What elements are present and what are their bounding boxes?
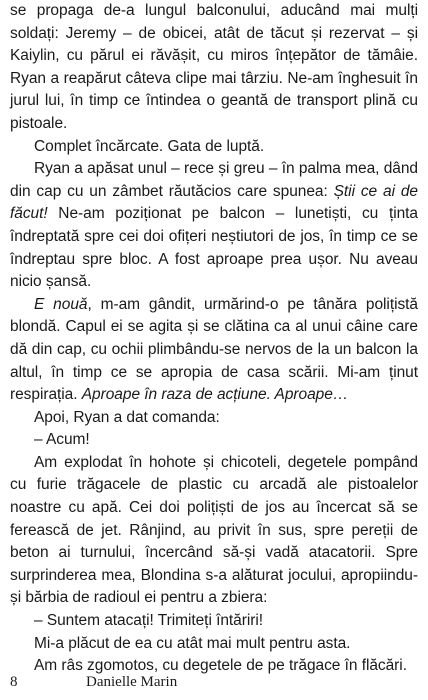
text-run: se propaga de-a lungul balconului, aducând mai mulți soldați: Jeremy – de obicei, atât de tăcut și rezervat – și Kaiylin, cu părul ei răvășit, cu miros înțepător de tămâie. Ryan a reapărut câteva clipe mai târziu. Ne-am înghesuit în jurul lui, în timp ce întindea o geantă de transport plină cu pistoale.	[10, 2, 418, 132]
italic-text: E nouă	[34, 295, 88, 313]
paragraph	[10, 610, 418, 633]
text-run: – Suntem atacați! Trimiteți întăriri!	[34, 612, 264, 630]
paragraph	[10, 633, 418, 656]
paragraph	[10, 158, 418, 294]
text-run: Ne-am poziționat pe balcon – lunetiști, cu ținta îndreptată spre cei doi ofițeri neștiutori de jos, în timp ce se îndreptau spre bloc. A fost aproape prea ușor. Nu aveau nicio șansă.	[10, 205, 418, 291]
text-run: – Acum!	[34, 431, 90, 449]
text-run: Am explodat în hohote și chicoteli, degetele pompând cu furie trăgacele de plastic cu arcadă ale pistoalelor noastre cu apă. Cei doi polițiști de jos au încercat să se ferească de jet. Rânjind, au privit în sus, spre pereții de beton ai turnului, încercând să-și vadă atacatorii. Spre surprinderea mea, Blondina s-a alăturat jocului, apropiindu-și bărbia de radioul ei pentru a zbiera:	[10, 453, 418, 607]
page-number: 8	[10, 674, 18, 690]
paragraph	[10, 407, 418, 430]
text-run: Ryan a apăsat unul – rece și greu – în palma mea, dând din cap cu un zâmbet răutăcios care spunea:	[10, 160, 418, 200]
text-run: , m-am gândit, urmărind-o pe tânăra polițistă blondă. Capul ei se agita și se clătina ca al unui câine care dă din cap, cu ochii plimbându-se nervos de la un balcon la altul, în timp ce se apropia de casa scării. Mi-am ținut respirația.	[10, 295, 418, 404]
text-run: Am râs zgomotos, cu degetele de pe trăgace în flăcări.	[34, 657, 407, 675]
italic-text: Aproape în raza de acțiune. Aproape…	[81, 386, 349, 404]
italic-text: Știi ce ai de făcut!	[10, 182, 418, 223]
paragraph	[10, 136, 418, 159]
paragraph	[10, 452, 418, 610]
text-run: Mi-a plăcut de ea cu atât mai mult pentru asta.	[34, 634, 351, 652]
body-text	[10, 0, 418, 678]
text-run: Complet încărcate. Gata de luptă.	[34, 137, 265, 155]
running-author: Danielle Marin	[86, 674, 178, 690]
page-footer	[10, 674, 418, 696]
paragraph	[10, 0, 418, 136]
paragraph	[10, 429, 418, 452]
text-run: Apoi, Ryan a dat comanda:	[34, 408, 220, 426]
paragraph	[10, 294, 418, 407]
